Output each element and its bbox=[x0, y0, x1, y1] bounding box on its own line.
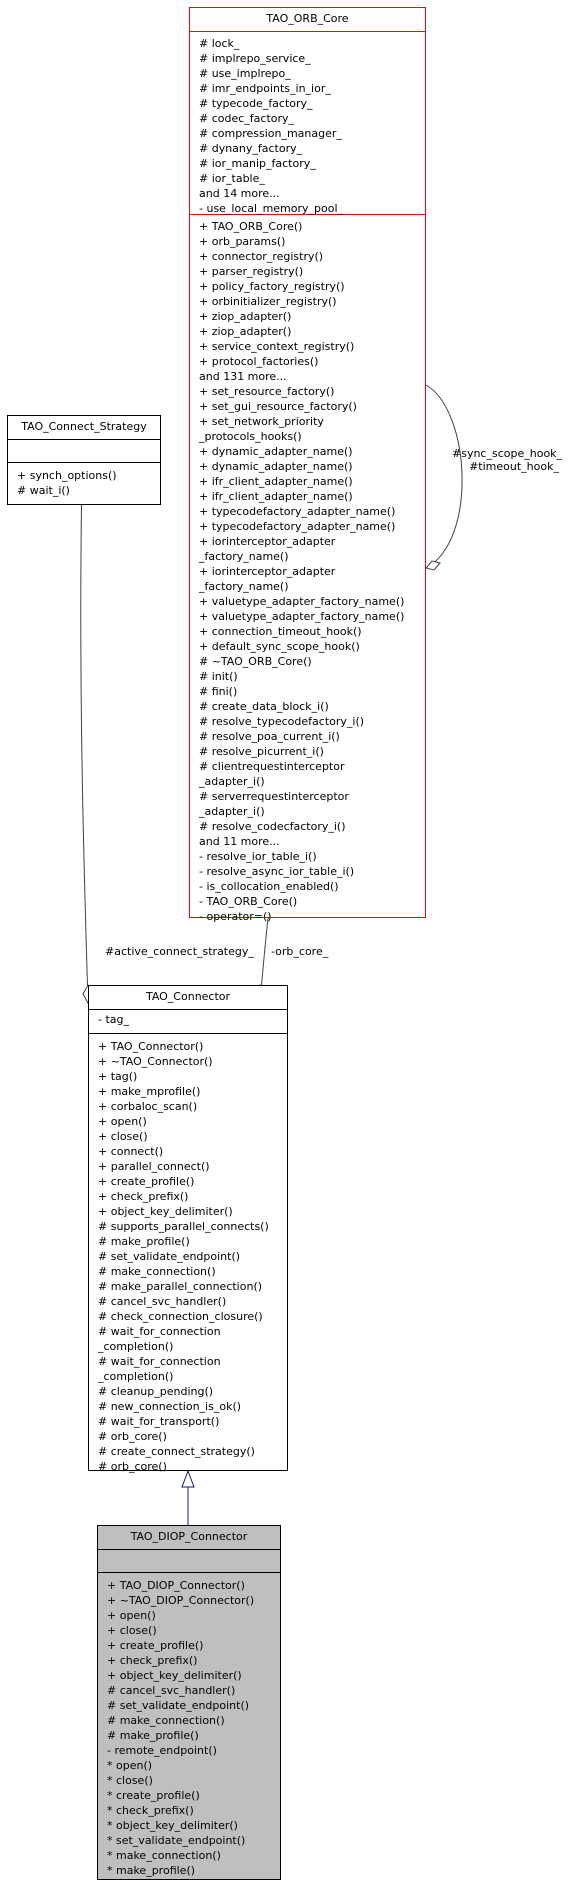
member-row: _factory_name() bbox=[199, 550, 289, 563]
member-row: + set_gui_resource_factory() bbox=[199, 400, 357, 413]
member-row: + iorinterceptor_adapter bbox=[199, 535, 336, 548]
member-row: * open() bbox=[107, 1759, 153, 1772]
member-row: _protocols_hooks() bbox=[199, 430, 302, 443]
member-row: # cleanup_pending() bbox=[98, 1385, 214, 1398]
member-row: * create_profile() bbox=[107, 1789, 200, 1802]
member-row: _adapter_i() bbox=[199, 805, 265, 818]
member-row: # implrepo_service_ bbox=[199, 52, 311, 65]
member-row: + service_context_registry() bbox=[199, 340, 355, 353]
member-row: and 131 more... bbox=[199, 370, 287, 383]
attributes-section bbox=[98, 1549, 280, 1572]
member-row: + dynamic_adapter_name() bbox=[199, 460, 353, 473]
member-row: # make_profile() bbox=[107, 1729, 199, 1742]
member-row: + ziop_adapter() bbox=[199, 325, 292, 338]
self-association-edge bbox=[426, 385, 462, 568]
self-loop-label bbox=[452, 447, 562, 473]
member-row: # ior_table_ bbox=[199, 172, 265, 185]
operations-section bbox=[8, 462, 160, 500]
member-row: # dynany_factory_ bbox=[199, 142, 303, 155]
member-row: + corbaloc_scan() bbox=[98, 1100, 198, 1113]
member-row: # make_connection() bbox=[107, 1714, 225, 1727]
member-row: + open() bbox=[107, 1609, 156, 1622]
member-row: _completion() bbox=[98, 1370, 174, 1383]
member-row: * set_validate_endpoint() bbox=[107, 1834, 246, 1847]
member-row: # cancel_svc_handler() bbox=[107, 1684, 236, 1697]
member-row: # create_data_block_i() bbox=[199, 700, 329, 713]
class-title: TAO_Connect_Strategy bbox=[21, 420, 147, 433]
member-row: # resolve_picurrent_i() bbox=[199, 745, 324, 758]
member-row: + valuetype_adapter_factory_name() bbox=[199, 610, 405, 623]
member-row: and 11 more... bbox=[199, 835, 280, 848]
member-row: * object_key_delimiter() bbox=[107, 1819, 238, 1832]
member-row: # make_connection() bbox=[98, 1265, 216, 1278]
attributes-section bbox=[8, 439, 160, 462]
member-row: + create_profile() bbox=[98, 1175, 195, 1188]
member-row: + connection_timeout_hook() bbox=[199, 625, 362, 638]
member-row: # typecode_factory_ bbox=[199, 97, 313, 110]
member-row: + parallel_connect() bbox=[98, 1160, 210, 1173]
member-row: + object_key_delimiter() bbox=[98, 1205, 233, 1218]
member-row: + connect() bbox=[98, 1145, 164, 1158]
member-row: + typecodefactory_adapter_name() bbox=[199, 505, 396, 518]
class-title: TAO_Connector bbox=[145, 990, 231, 1003]
member-row: # wait_for_connection bbox=[98, 1355, 221, 1368]
member-row: - operator=() bbox=[199, 910, 272, 923]
self-loop-label-line2: #timeout_hook_ bbox=[469, 460, 559, 473]
member-row: + synch_options() bbox=[17, 469, 117, 482]
class-tao-diop-connector[interactable] bbox=[97, 1525, 281, 1880]
member-row: # compression_manager_ bbox=[199, 127, 342, 140]
member-row: - TAO_ORB_Core() bbox=[199, 895, 298, 908]
member-row: + protocol_factories() bbox=[199, 355, 319, 368]
member-row: + set_resource_factory() bbox=[199, 385, 335, 398]
member-row: # use_implrepo_ bbox=[199, 67, 291, 80]
member-row: + set_network_priority bbox=[199, 415, 324, 428]
member-row: + object_key_delimiter() bbox=[107, 1669, 242, 1682]
member-row: * check_prefix() bbox=[107, 1804, 194, 1817]
connect-strategy-association-edge bbox=[81, 470, 88, 1003]
member-row: + iorinterceptor_adapter bbox=[199, 565, 336, 578]
member-row: * close() bbox=[107, 1774, 153, 1787]
member-row: - is_collocation_enabled() bbox=[199, 880, 339, 893]
operations-section bbox=[190, 214, 425, 926]
class-tao-orb-core[interactable] bbox=[189, 7, 426, 923]
member-row: # serverrequestinterceptor bbox=[199, 790, 349, 803]
member-row: _completion() bbox=[98, 1340, 174, 1353]
member-row: * make_profile() bbox=[107, 1864, 196, 1877]
member-row: _factory_name() bbox=[199, 580, 289, 593]
member-row: + default_sync_scope_hook() bbox=[199, 640, 360, 653]
member-row: # lock_ bbox=[199, 37, 240, 50]
member-row: + TAO_DIOP_Connector() bbox=[107, 1579, 245, 1592]
member-row: # codec_factory_ bbox=[199, 112, 295, 125]
operations-section bbox=[98, 1572, 280, 1880]
member-row: * make_connection() bbox=[107, 1849, 221, 1862]
self-association-diamond bbox=[426, 561, 440, 570]
member-row: # orb_core() bbox=[98, 1460, 167, 1473]
member-row: + valuetype_adapter_factory_name() bbox=[199, 595, 405, 608]
class-title: TAO_DIOP_Connector bbox=[130, 1530, 248, 1543]
member-row: + connector_registry() bbox=[199, 250, 324, 263]
member-row: + policy_factory_registry() bbox=[199, 280, 345, 293]
member-row: # wait_for_connection bbox=[98, 1325, 221, 1338]
member-row: # ior_manip_factory_ bbox=[199, 157, 316, 170]
orb-core-label: -orb_core_ bbox=[271, 945, 329, 958]
member-row: + typecodefactory_adapter_name() bbox=[199, 520, 396, 533]
member-row: # set_validate_endpoint() bbox=[98, 1250, 241, 1263]
member-row: # init() bbox=[199, 670, 238, 683]
member-row: # create_connect_strategy() bbox=[98, 1445, 255, 1458]
member-row: # orb_core() bbox=[98, 1430, 167, 1443]
class-tao-connector[interactable] bbox=[88, 985, 288, 1471]
member-row: + TAO_ORB_Core() bbox=[199, 220, 303, 233]
attributes-section bbox=[190, 31, 425, 214]
class-title: TAO_ORB_Core bbox=[266, 12, 349, 25]
member-row: + ziop_adapter() bbox=[199, 310, 292, 323]
member-row: # ~TAO_ORB_Core() bbox=[199, 655, 312, 668]
member-row: + check_prefix() bbox=[107, 1654, 198, 1667]
member-row: + ~TAO_Connector() bbox=[98, 1055, 213, 1068]
member-row: - use_local_memory_pool_ bbox=[199, 202, 344, 215]
self-loop-label-line1: #sync_scope_hook_ bbox=[452, 447, 563, 460]
member-row: # wait_i() bbox=[17, 484, 70, 497]
member-row: - tag_ bbox=[98, 1013, 130, 1026]
member-row: + open() bbox=[98, 1115, 147, 1128]
member-row: # fini() bbox=[199, 685, 238, 698]
member-row: # imr_endpoints_in_ior_ bbox=[199, 82, 331, 95]
member-row: # supports_parallel_connects() bbox=[98, 1220, 269, 1233]
member-row: + check_prefix() bbox=[98, 1190, 189, 1203]
member-row: + ifr_client_adapter_name() bbox=[199, 490, 353, 503]
attributes-section bbox=[89, 1009, 287, 1033]
member-row: _adapter_i() bbox=[199, 775, 265, 788]
member-row: # resolve_typecodefactory_i() bbox=[199, 715, 365, 728]
member-row: + ~TAO_DIOP_Connector() bbox=[107, 1594, 255, 1607]
member-row: + tag() bbox=[98, 1070, 138, 1083]
member-row: + orbinitializer_registry() bbox=[199, 295, 337, 308]
member-row: + create_profile() bbox=[107, 1639, 204, 1652]
member-row: # make_profile() bbox=[98, 1235, 190, 1248]
member-row: - resolve_async_ior_table_i() bbox=[199, 865, 355, 878]
member-row: # check_connection_closure() bbox=[98, 1310, 263, 1323]
member-row: - remote_endpoint() bbox=[107, 1744, 217, 1757]
member-row: + close() bbox=[98, 1130, 148, 1143]
member-row: and 14 more... bbox=[199, 187, 280, 200]
member-row: # set_validate_endpoint() bbox=[107, 1699, 250, 1712]
member-row: + TAO_Connector() bbox=[98, 1040, 204, 1053]
class-tao-connect-strategy[interactable] bbox=[7, 415, 161, 505]
member-row: + dynamic_adapter_name() bbox=[199, 445, 353, 458]
member-row: # resolve_poa_current_i() bbox=[199, 730, 340, 743]
member-row: + close() bbox=[107, 1624, 157, 1637]
member-row: + parser_registry() bbox=[199, 265, 304, 278]
member-row: # wait_for_transport() bbox=[98, 1415, 220, 1428]
member-row: # resolve_codecfactory_i() bbox=[199, 820, 346, 833]
member-row: # cancel_svc_handler() bbox=[98, 1295, 227, 1308]
member-row: + orb_params() bbox=[199, 235, 286, 248]
member-row: # clientrequestinterceptor bbox=[199, 760, 345, 773]
member-row: # make_parallel_connection() bbox=[98, 1280, 263, 1293]
member-row: - resolve_ior_table_i() bbox=[199, 850, 317, 863]
operations-section bbox=[89, 1033, 287, 1476]
member-row: # new_connection_is_ok() bbox=[98, 1400, 242, 1413]
member-row: + make_mprofile() bbox=[98, 1085, 201, 1098]
member-row: + ifr_client_adapter_name() bbox=[199, 475, 353, 488]
active-connect-strategy-label: #active_connect_strategy_ bbox=[105, 945, 254, 958]
